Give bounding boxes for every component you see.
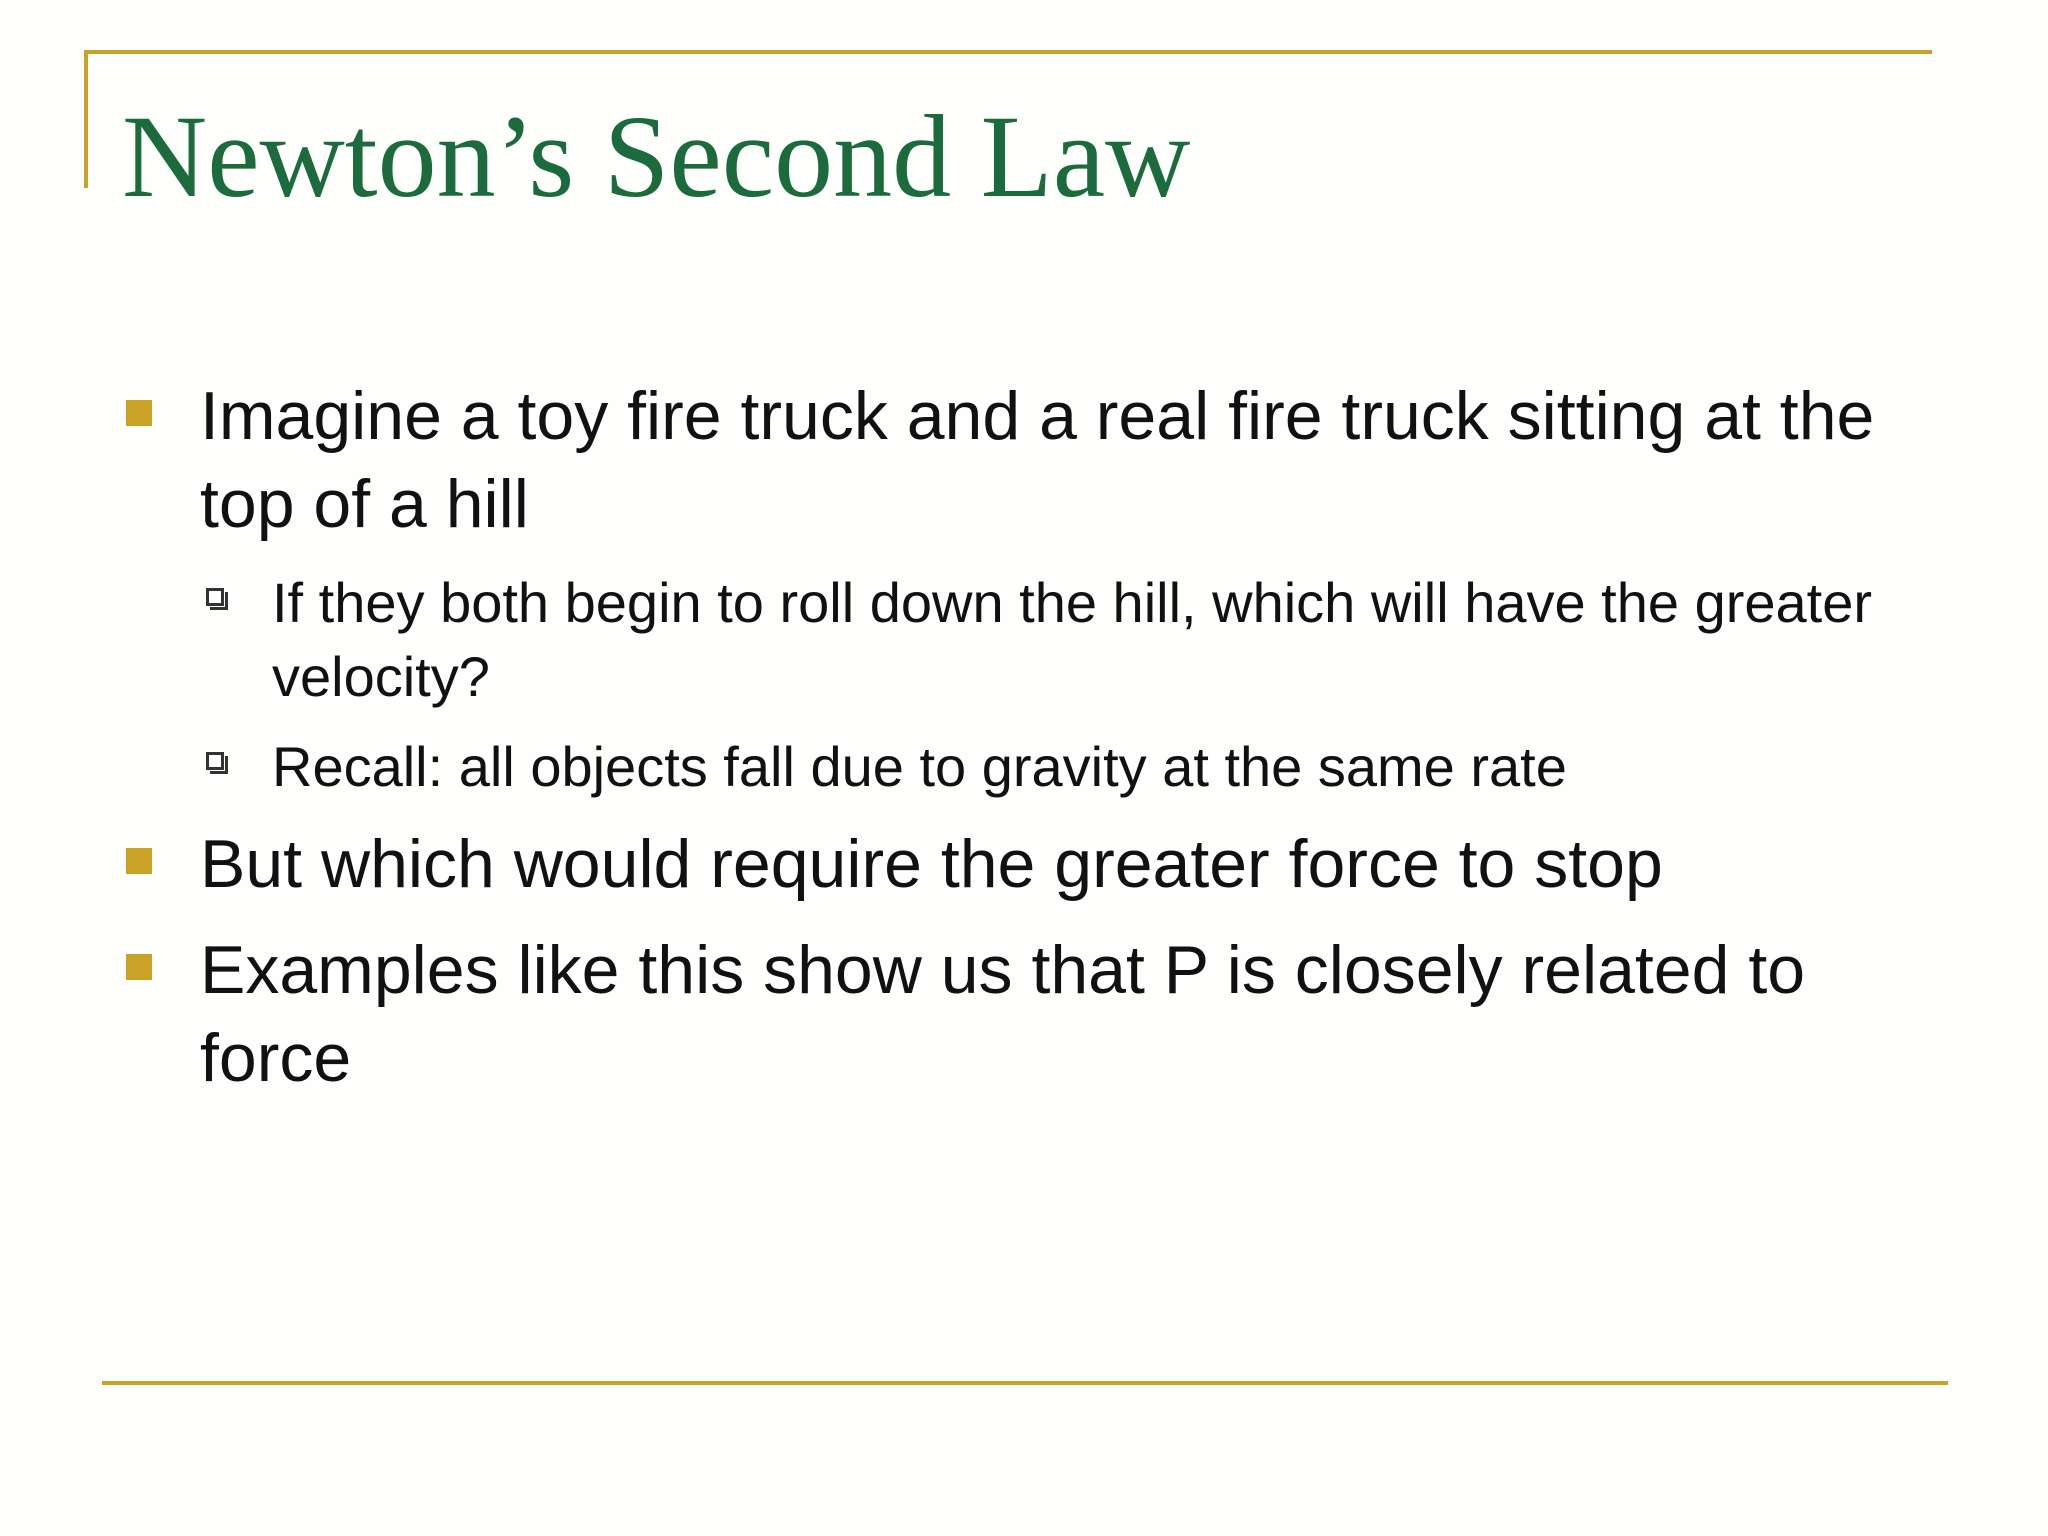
square-bullet-icon [126,400,152,426]
bullet-item [122,372,1922,548]
bullet-text: But which would require the greater force to stop [200,826,1663,902]
bullet-item [122,926,1922,1102]
left-border-line [84,50,88,188]
bottom-border-line [102,1381,1948,1385]
hollow-square-bullet-icon [206,752,224,770]
slide-body [122,372,1922,1120]
slide-title: Newton’s Second Law [122,91,1191,222]
bullet-text: Examples like this show us that P is closely related to force [200,932,1806,1096]
square-bullet-icon [126,848,152,874]
top-border-line [84,50,1932,54]
square-bullet-icon [126,954,152,980]
sub-bullet-item [122,566,1922,714]
bullet-text: Imagine a toy fire truck and a real fire truck sitting at the top of a hill [200,378,1875,542]
hollow-square-bullet-icon [206,588,224,606]
sub-bullet-text: Recall: all objects fall due to gravity at the same rate [272,735,1567,798]
sub-bullet-text: If they both begin to roll down the hill, which will have the greater velocity? [272,571,1873,708]
sub-bullet-item [122,730,1922,804]
bullet-item [122,820,1922,908]
